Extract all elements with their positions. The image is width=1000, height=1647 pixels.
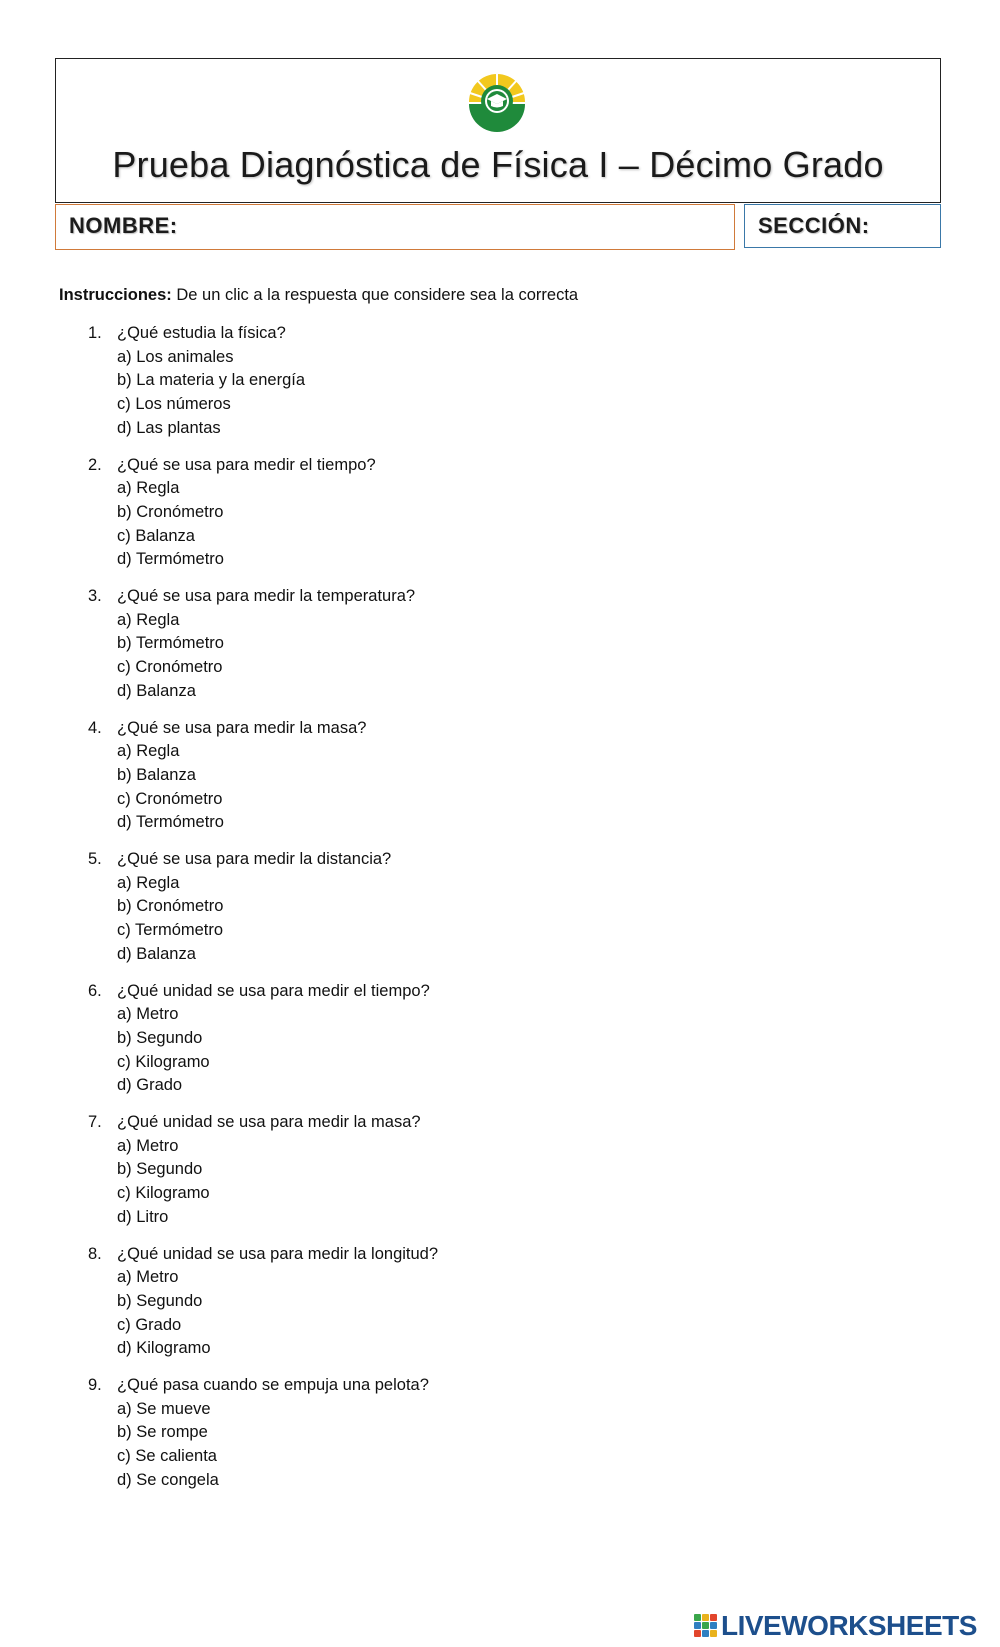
question-text: ¿Qué pasa cuando se empuja una pelota? <box>117 1376 429 1394</box>
answer-option[interactable]: d) Kilogramo <box>117 1339 211 1358</box>
answer-option[interactable]: d) Balanza <box>117 681 196 700</box>
question-text: ¿Qué se usa para medir el tiempo? <box>117 455 376 474</box>
answer-option[interactable]: a) Metro <box>117 1136 179 1155</box>
answer-option[interactable]: c) Balanza <box>117 526 195 545</box>
answer-option[interactable]: d) Termómetro <box>117 550 224 569</box>
question-text: ¿Qué unidad se usa para medir el tiempo? <box>117 981 430 1000</box>
instructions-label: Instrucciones: <box>59 286 172 304</box>
question-number: 9. <box>88 1376 102 1394</box>
nombre-field[interactable] <box>55 204 735 250</box>
answer-option[interactable]: d) Las plantas <box>117 418 221 437</box>
answer-option[interactable]: c) Los números <box>117 395 231 414</box>
answer-option[interactable]: b) Segundo <box>117 1291 203 1310</box>
answer-option[interactable]: d) Grado <box>117 1076 183 1095</box>
question-4 <box>88 717 688 849</box>
question-text: ¿Qué estudia la física? <box>117 324 286 342</box>
question-number: 1. <box>88 324 102 342</box>
question-8 <box>88 1243 688 1375</box>
answer-option[interactable]: a) Regla <box>117 742 180 761</box>
question-9 <box>88 1374 688 1506</box>
answer-option[interactable]: c) Cronómetro <box>117 789 223 808</box>
question-number: 8. <box>88 1244 102 1263</box>
question-text: ¿Qué se usa para medir la distancia? <box>117 850 392 868</box>
question-number: 4. <box>88 718 102 737</box>
answer-option[interactable]: d) Balanza <box>117 944 196 963</box>
answer-option[interactable]: b) Termómetro <box>117 634 224 653</box>
answer-option[interactable]: a) Regla <box>117 873 180 892</box>
answer-option[interactable]: a) Regla <box>117 479 180 498</box>
answer-option[interactable]: d) Litro <box>117 1207 169 1226</box>
answer-option[interactable]: a) Metro <box>117 1005 179 1024</box>
question-7 <box>88 1111 688 1243</box>
seccion-label: SECCIÓN: <box>758 213 870 238</box>
answer-option[interactable]: b) Cronómetro <box>117 897 224 916</box>
answer-option[interactable]: c) Grado <box>117 1315 182 1334</box>
question-number: 7. <box>88 1113 102 1131</box>
answer-option[interactable]: a) Se mueve <box>117 1399 211 1418</box>
answer-option[interactable]: b) Segundo <box>117 1160 203 1179</box>
answer-option[interactable]: b) Se rompe <box>117 1423 208 1442</box>
answer-option[interactable]: b) Segundo <box>117 1028 203 1047</box>
question-text: ¿Qué se usa para medir la masa? <box>117 718 367 737</box>
question-5 <box>88 848 688 980</box>
answer-option[interactable]: b) Balanza <box>117 765 196 784</box>
answer-option[interactable]: c) Se calienta <box>117 1447 217 1466</box>
question-number: 3. <box>88 587 102 605</box>
answer-option[interactable]: d) Se congela <box>117 1470 219 1489</box>
page-title: Prueba Diagnóstica de Física I – Décimo Grado <box>112 144 884 185</box>
graduation-cap-sun-icon <box>465 68 529 132</box>
question-6 <box>88 980 688 1112</box>
nombre-label: NOMBRE: <box>69 213 178 238</box>
instructions <box>59 286 578 305</box>
question-number: 2. <box>88 455 102 474</box>
answer-option[interactable]: c) Kilogramo <box>117 1052 210 1071</box>
answer-option[interactable]: d) Termómetro <box>117 813 224 832</box>
question-number: 5. <box>88 850 102 868</box>
answer-option[interactable]: a) Los animales <box>117 347 234 366</box>
answer-option[interactable]: b) La materia y la energía <box>117 371 306 390</box>
answer-option[interactable]: b) Cronómetro <box>117 502 224 521</box>
liveworksheets-brand[interactable] <box>694 1610 977 1642</box>
answer-option[interactable]: a) Metro <box>117 1268 179 1287</box>
brand-text: LIVEWORKSHEETS <box>721 1610 977 1641</box>
seccion-field[interactable] <box>744 204 941 248</box>
question-1 <box>88 322 688 454</box>
question-text: ¿Qué unidad se usa para medir la masa? <box>117 1113 421 1131</box>
question-2 <box>88 454 688 586</box>
question-number: 6. <box>88 981 102 1000</box>
answer-option[interactable]: c) Kilogramo <box>117 1184 210 1203</box>
question-3 <box>88 585 688 717</box>
question-text: ¿Qué se usa para medir la temperatura? <box>117 587 416 605</box>
answer-option[interactable]: c) Cronómetro <box>117 658 223 677</box>
answer-option[interactable]: a) Regla <box>117 610 180 629</box>
question-text: ¿Qué unidad se usa para medir la longitud? <box>117 1244 439 1263</box>
liveworksheets-logo-icon <box>694 1614 718 1638</box>
instructions-text: De un clic a la respuesta que considere sea la correcta <box>171 286 579 304</box>
question-list <box>88 322 688 1506</box>
answer-option[interactable]: c) Termómetro <box>117 921 224 940</box>
